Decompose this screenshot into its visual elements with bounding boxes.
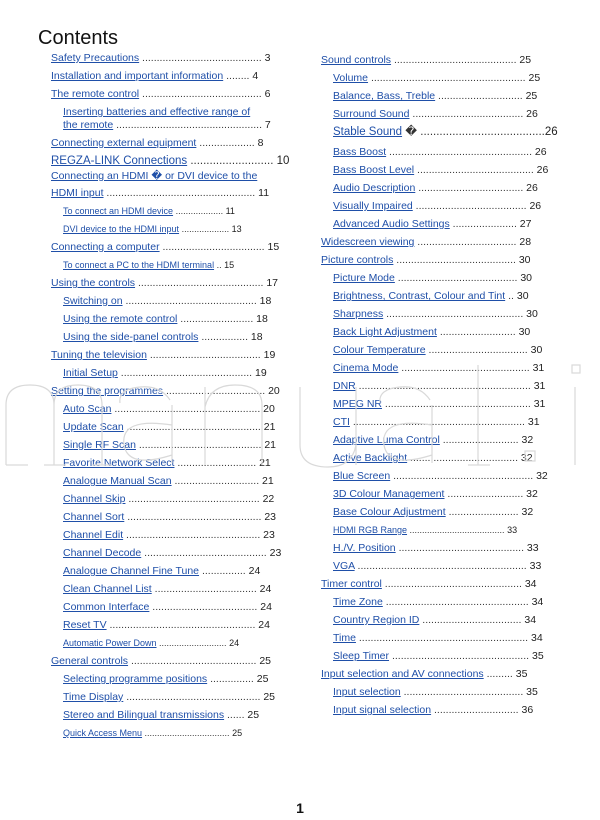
toc-entry-link[interactable]: CTI <box>333 416 350 428</box>
toc-leader-dots: ........................................................... <box>355 380 531 392</box>
toc-leader-dots: ...................................... <box>412 200 527 212</box>
toc-leader-dots: ............................. <box>431 704 519 716</box>
toc-entry[interactable] <box>333 326 530 339</box>
toc-page-number: 13 <box>229 224 242 234</box>
toc-entry-link[interactable]: Update Scan <box>63 421 124 433</box>
toc-page-number: 4 <box>249 70 259 82</box>
toc-page-number: 26 <box>526 200 542 212</box>
page-number: 1 <box>296 800 304 816</box>
toc-page-number: 24 <box>255 619 270 631</box>
toc-entry-link[interactable]: Country Region ID <box>333 614 420 626</box>
toc-page-number: 7 <box>261 119 271 131</box>
toc-page-number: 25 <box>525 72 541 84</box>
toc-leader-dots: .......................................................... <box>354 560 527 572</box>
toc-entry-link[interactable]: Surround Sound <box>333 108 410 120</box>
toc-entry-link[interactable]: Safety Precautions <box>51 52 140 64</box>
toc-page-number: 30 <box>515 326 531 338</box>
toc-page-number: 31 <box>530 380 546 392</box>
toc-entry-link[interactable]: The remote control <box>51 88 140 100</box>
toc-leader-dots: .................................. <box>425 344 528 356</box>
toc-leader-dots: .................................... <box>415 182 524 194</box>
toc-entry-link[interactable]: H./V. Position <box>333 542 396 554</box>
toc-entry[interactable] <box>333 362 544 375</box>
toc-entry-link[interactable]: Time Display <box>63 691 124 703</box>
toc-page-number: 3 <box>261 52 271 64</box>
toc-entry-link[interactable]: Sleep Timer <box>333 650 390 662</box>
toc-leader-dots: ................................................. <box>386 146 532 158</box>
toc-leader-dots: ................... <box>196 137 255 149</box>
toc-page-number: 25 <box>244 709 260 721</box>
toc-page-number: 19 <box>252 367 267 379</box>
toc-page-number: 26 <box>544 126 558 138</box>
toc-page-number: 25 <box>516 54 532 66</box>
toc-leader-dots: ........................................... <box>395 542 525 554</box>
toc-entry-link[interactable]: the remote <box>63 119 114 131</box>
toc-leader-dots: .......................................... <box>391 54 517 66</box>
toc-leader-dots: ............................. <box>435 90 523 102</box>
toc-page-number: 21 <box>261 439 277 451</box>
toc-leader-dots: ...................................... <box>409 108 524 120</box>
toc-entry-link[interactable]: Picture controls <box>321 254 394 266</box>
toc-page-number: 11 <box>255 187 270 199</box>
toc-entry-link[interactable]: Blue Screen <box>333 470 391 482</box>
toc-leader-dots: ...................... <box>449 218 517 230</box>
page-title: Contents <box>38 27 119 49</box>
toc-entry[interactable] <box>333 200 541 213</box>
toc-entry[interactable] <box>333 380 545 393</box>
toc-page-number: 31 <box>530 398 546 410</box>
toc-entry[interactable] <box>333 126 558 139</box>
toc-page-number: 34 <box>521 578 537 590</box>
toc-leader-dots: ......... <box>483 668 513 680</box>
toc-page-number: 32 <box>518 434 534 446</box>
toc-entry[interactable] <box>333 560 541 573</box>
toc-page-number: 17 <box>263 277 279 289</box>
toc-leader-dots: ............................................... <box>381 578 522 590</box>
toc-entry-link[interactable]: Clean Channel List <box>63 583 152 595</box>
toc-leader-dots: .............................................. <box>123 529 261 541</box>
toc-leader-dots: ................................... <box>151 583 257 595</box>
toc-leader-dots: ......................................... <box>393 254 516 266</box>
toc-entry-link[interactable]: Using the side-panel controls <box>63 331 199 343</box>
toc-leader-dots: .................................................. <box>113 119 262 131</box>
toc-page-number: 26 <box>523 108 538 120</box>
toc-page-number: 32 <box>523 488 538 500</box>
toc-page-number: 23 <box>261 511 277 523</box>
toc-entry-link[interactable]: Auto Scan <box>63 403 112 415</box>
toc-page-number: 35 <box>523 686 538 698</box>
toc-leader-dots: ............................................... <box>383 308 524 320</box>
toc-page-number: 23 <box>260 529 275 541</box>
toc-leader-dots: .......................... <box>187 155 274 167</box>
toc-page-number: 31 <box>524 416 540 428</box>
toc-entry-link[interactable]: MPEG NR <box>333 398 383 410</box>
toc-leader-dots: ......................................... <box>139 52 262 64</box>
toc-entry-link[interactable]: Selecting programme positions <box>63 673 208 685</box>
toc-entry-link[interactable]: HDMI RGB Range <box>333 525 408 535</box>
toc-entry-link[interactable]: Connecting an HDMI � or DVI device to the <box>51 170 258 182</box>
toc-entry-link[interactable]: Time <box>333 632 356 644</box>
toc-entry-link[interactable]: Bass Boost Level <box>333 164 415 176</box>
toc-entry[interactable] <box>333 108 538 121</box>
toc-entry-link[interactable]: REGZA-LINK Connections <box>51 155 188 167</box>
toc-entry[interactable] <box>333 596 543 609</box>
toc-entry-link[interactable]: 3D Colour Management <box>333 488 445 500</box>
toc-entry-link[interactable]: Channel Decode <box>63 547 142 559</box>
toc-leader-dots: ...................................... <box>146 349 261 361</box>
toc-page-number: 35 <box>529 650 544 662</box>
toc-page-number: 8 <box>254 137 264 149</box>
toc-entry-link[interactable]: Active Backlight <box>333 452 408 464</box>
toc-page-number: 34 <box>528 596 544 608</box>
toc-leader-dots: .................................. <box>142 728 230 738</box>
toc-entry-link[interactable]: Back Light Adjustment <box>333 326 437 338</box>
toc-leader-dots: ......................................... <box>400 686 524 698</box>
toc-leader-dots: .................................................. <box>106 619 256 631</box>
toc-page-number: 28 <box>516 236 532 248</box>
toc-leader-dots: ........................................... <box>135 277 264 289</box>
toc-page-number: 21 <box>260 421 276 433</box>
toc-entry-link[interactable]: Bass Boost <box>333 146 387 158</box>
toc-leader-dots: .......................... <box>436 326 516 338</box>
toc-page-number: 24 <box>257 601 272 613</box>
toc-entry-link[interactable]: Base Colour Adjustment <box>333 506 446 518</box>
toc-page-number: 30 <box>523 308 538 320</box>
toc-page-number: 30 <box>513 290 529 302</box>
toc-entry[interactable] <box>333 90 537 103</box>
toc-leader-dots: ............... <box>199 565 246 577</box>
toc-leader-dots: ........................................................... <box>349 416 525 428</box>
toc-leader-dots: .................................. <box>414 236 517 248</box>
toc-entry[interactable] <box>321 578 537 591</box>
toc-entry-link[interactable]: Balance, Bass, Treble <box>333 90 436 102</box>
toc-leader-dots: .................................................. <box>111 403 261 415</box>
toc-entry[interactable] <box>333 686 538 699</box>
toc-page-number: 25 <box>260 691 276 703</box>
toc-entry[interactable] <box>333 416 540 429</box>
toc-leader-dots: ........................... <box>174 457 257 469</box>
toc-leader-dots: ......................................... <box>139 88 262 100</box>
toc-entry[interactable] <box>333 146 547 159</box>
toc-leader-dots: .................................. <box>419 614 522 626</box>
toc-leader-dots: ............................................ <box>398 362 530 374</box>
toc-entry-link[interactable]: Analogue Channel Fine Tune <box>63 565 200 577</box>
toc-leader-dots: .......................................... <box>135 439 262 451</box>
toc-page-number: 30 <box>527 344 543 356</box>
toc-leader-dots: ................... <box>179 224 230 234</box>
toc-entry-link[interactable]: Connecting external equipment <box>51 137 197 149</box>
toc-entry-link[interactable]: Cinema Mode <box>333 362 399 374</box>
toc-leader-dots: ................................................ <box>390 470 534 482</box>
toc-page-number: 32 <box>533 470 548 482</box>
toc-page-number: 35 <box>512 668 528 680</box>
toc-leader-dots: .......................................................... <box>355 632 529 644</box>
toc-page-number: 32 <box>518 506 534 518</box>
toc-entry[interactable] <box>333 272 532 285</box>
toc-entry-link[interactable]: Switching on <box>63 295 123 307</box>
toc-leader-dots: ............................................. <box>125 493 260 505</box>
toc-leader-dots: ............................................... <box>389 650 530 662</box>
toc-entry[interactable] <box>333 344 542 357</box>
toc-page-number: 34 <box>528 632 543 644</box>
toc-leader-dots: ........ <box>223 70 250 82</box>
toc-leader-dots: .......................... <box>439 434 519 446</box>
toc-page-number: 19 <box>260 349 276 361</box>
toc-entry-link[interactable]: Stereo and Bilingual transmissions <box>63 709 225 721</box>
toc-entry-link[interactable]: Connecting a computer <box>51 241 160 253</box>
toc-entry-link[interactable]: Channel Sort <box>63 511 125 523</box>
toc-entry-link[interactable]: Analogue Manual Scan <box>63 475 172 487</box>
toc-leader-dots: ............... <box>207 673 254 685</box>
toc-entry[interactable] <box>333 164 548 177</box>
toc-entry[interactable] <box>333 524 517 537</box>
toc-page-number: 15 <box>264 241 280 253</box>
toc-entry[interactable] <box>333 614 536 627</box>
toc-leader-dots: ..................................... <box>407 452 518 464</box>
toc-entry-link[interactable]: Timer control <box>321 578 382 590</box>
toc-leader-dots: .................................. <box>163 385 266 397</box>
toc-entry-link[interactable]: Time Zone <box>333 596 383 608</box>
toc-page-number: 18 <box>256 295 272 307</box>
toc-leader-dots: ...................................... <box>407 525 505 535</box>
toc-page-number: 30 <box>515 254 531 266</box>
toc-entry-link[interactable]: VGA <box>333 560 355 572</box>
toc-leader-dots: .................................................. <box>382 398 531 410</box>
toc-entry-link[interactable]: Using the controls <box>51 277 136 289</box>
toc-leader-dots: ........................... <box>156 638 227 648</box>
toc-page-number: 27 <box>516 218 532 230</box>
toc-page-number: 22 <box>259 493 275 505</box>
toc-entry-link[interactable]: Channel Edit <box>63 529 124 541</box>
toc-leader-dots: ............................................. <box>122 295 257 307</box>
toc-page-number: 31 <box>529 362 545 374</box>
toc-entry-link[interactable]: Advanced Audio Settings <box>333 218 450 230</box>
toc-entry-link[interactable]: Adaptive Luma Control <box>333 434 440 446</box>
toc-entry-link[interactable]: Colour Temperature <box>333 344 426 356</box>
toc-entry-link[interactable]: Sound controls <box>321 54 392 66</box>
toc-page-number: 18 <box>253 313 268 325</box>
toc-entry-link[interactable]: Channel Skip <box>63 493 126 505</box>
toc-entry-link[interactable]: Common Interface <box>63 601 150 613</box>
toc-entry[interactable] <box>333 182 538 195</box>
toc-leader-dots: ................................... <box>159 241 265 253</box>
toc-leader-dots: ......................................... <box>394 272 518 284</box>
toc-entry-link[interactable]: Reset TV <box>63 619 107 631</box>
toc-page-number: 10 <box>273 155 290 167</box>
toc-entry-link[interactable]: Visually Impaired <box>333 200 413 212</box>
toc-leader-dots: .............................................. <box>123 691 261 703</box>
toc-page-number: 20 <box>260 403 275 415</box>
toc-entry[interactable] <box>333 218 531 231</box>
toc-page-number: 26 <box>533 164 549 176</box>
toc-entry[interactable] <box>333 398 545 411</box>
toc-page-number: 24 <box>226 638 240 648</box>
toc-entry[interactable] <box>333 72 540 85</box>
toc-entry-link[interactable]: Brightness, Contrast, Colour and Tint <box>333 290 506 302</box>
toc-page-number: 24 <box>245 565 261 577</box>
toc-entry-link[interactable]: HDMI input <box>51 187 104 199</box>
toc-entry-link[interactable]: Sharpness <box>333 308 384 320</box>
toc-entry-link[interactable]: DNR <box>333 380 356 392</box>
toc-leader-dots: ................... <box>173 206 224 216</box>
toc-entry[interactable] <box>333 308 538 321</box>
toc-entry[interactable] <box>321 668 527 681</box>
toc-page-number: 32 <box>517 452 533 464</box>
toc-leader-dots: ..................................................... <box>368 72 526 84</box>
toc-page-number: 11 <box>223 206 235 216</box>
toc-entry[interactable] <box>333 452 533 465</box>
toc-entry-link[interactable]: Automatic Power Down <box>63 638 157 648</box>
toc-entry[interactable] <box>333 434 533 447</box>
toc-entry[interactable] <box>333 488 538 501</box>
toc-page-number: 6 <box>261 88 271 100</box>
toc-leader-dots: ........................................ <box>414 164 534 176</box>
toc-entry-link[interactable]: Setting the programmes <box>51 385 164 397</box>
toc-entry-link[interactable]: Widescreen viewing <box>321 236 415 248</box>
toc-leader-dots: .. <box>214 260 222 270</box>
toc-page-number: 26 <box>532 146 547 158</box>
toc-entry-link[interactable]: General controls <box>51 655 129 667</box>
toc-leader-dots: ...... <box>224 709 245 721</box>
toc-page-number: 21 <box>259 475 274 487</box>
toc-page-number: 25 <box>256 655 272 667</box>
toc-entry-link[interactable]: Picture Mode <box>333 272 395 284</box>
toc-entry[interactable] <box>321 254 531 267</box>
toc-leader-dots: .. <box>505 290 514 302</box>
toc-entry[interactable] <box>333 542 539 555</box>
toc-entry-link[interactable]: Audio Description <box>333 182 416 194</box>
toc-page-number: 33 <box>524 542 539 554</box>
toc-leader-dots: ............................................. <box>117 367 253 379</box>
toc-entry-link[interactable]: Using the remote control <box>63 313 178 325</box>
toc-page-number: 34 <box>521 614 537 626</box>
toc-entry[interactable] <box>333 470 548 483</box>
toc-entry-link[interactable]: Installation and important information <box>51 70 224 82</box>
toc-entry[interactable] <box>333 290 529 303</box>
toc-entry-link[interactable]: Inserting batteries and effective range of <box>63 106 251 118</box>
toc-leader-dots: ............................. <box>171 475 260 487</box>
toc-entry-link[interactable]: Volume <box>333 72 369 84</box>
toc-page-number: 21 <box>256 457 271 469</box>
toc-page-number: 23 <box>266 547 282 559</box>
toc-entry-link[interactable]: To connect a PC to the HDMI terminal <box>63 260 215 270</box>
toc-leader-dots: ........................................... <box>128 655 257 667</box>
toc-page-number: 25 <box>253 673 269 685</box>
toc-entry[interactable] <box>321 54 531 67</box>
toc-page-number: 26 <box>523 182 538 194</box>
toc-entry-link[interactable]: Input selection and AV connections <box>321 668 484 680</box>
toc-entry-link[interactable]: Input selection <box>333 686 401 698</box>
toc-leader-dots: � ....................................... <box>402 126 545 138</box>
toc-leader-dots: .................................... <box>149 601 258 613</box>
toc-page-number: 24 <box>256 583 272 595</box>
toc-entry-link[interactable]: Favorite Network Select <box>63 457 175 469</box>
toc-leader-dots: ................................................... <box>103 187 256 199</box>
toc-leader-dots: ......................... <box>177 313 254 325</box>
toc-entry-link[interactable]: Single RF Scan <box>63 439 136 451</box>
toc-entry[interactable] <box>321 236 531 249</box>
toc-leader-dots: .............................................. <box>123 421 261 433</box>
toc-entry-link[interactable]: Stable Sound <box>333 126 403 138</box>
toc-entry-link[interactable]: DVI device to the HDMI input <box>63 224 180 234</box>
toc-entry-link[interactable]: To connect an HDMI device <box>63 206 174 216</box>
toc-entry[interactable] <box>333 704 533 717</box>
toc-entry-link[interactable]: Input signal selection <box>333 704 432 716</box>
toc-leader-dots: ........................ <box>445 506 519 518</box>
toc-leader-dots: .............................................. <box>124 511 262 523</box>
toc-entry[interactable] <box>333 632 543 645</box>
toc-entry[interactable] <box>333 506 533 519</box>
toc-entry-link[interactable]: Quick Access Menu <box>63 728 143 738</box>
toc-page-number: 25 <box>522 90 538 102</box>
toc-entry-link[interactable]: Tuning the television <box>51 349 147 361</box>
toc-entry[interactable] <box>333 650 544 663</box>
toc-page-number: 25 <box>229 728 243 738</box>
toc-page-number: 20 <box>265 385 280 397</box>
toc-entry-link[interactable]: Initial Setup <box>63 367 118 379</box>
toc-leader-dots: .......................................... <box>141 547 267 559</box>
toc-page-number: 18 <box>248 331 263 343</box>
toc-leader-dots: .......................... <box>444 488 524 500</box>
toc-page-number: 33 <box>526 560 542 572</box>
toc-page-number: 15 <box>221 260 235 270</box>
toc-leader-dots: ................................................. <box>382 596 529 608</box>
toc-leader-dots: ................ <box>198 331 249 343</box>
toc-page-number: 30 <box>517 272 533 284</box>
toc-page-number: 33 <box>504 525 518 535</box>
toc-page-number: 36 <box>518 704 534 716</box>
